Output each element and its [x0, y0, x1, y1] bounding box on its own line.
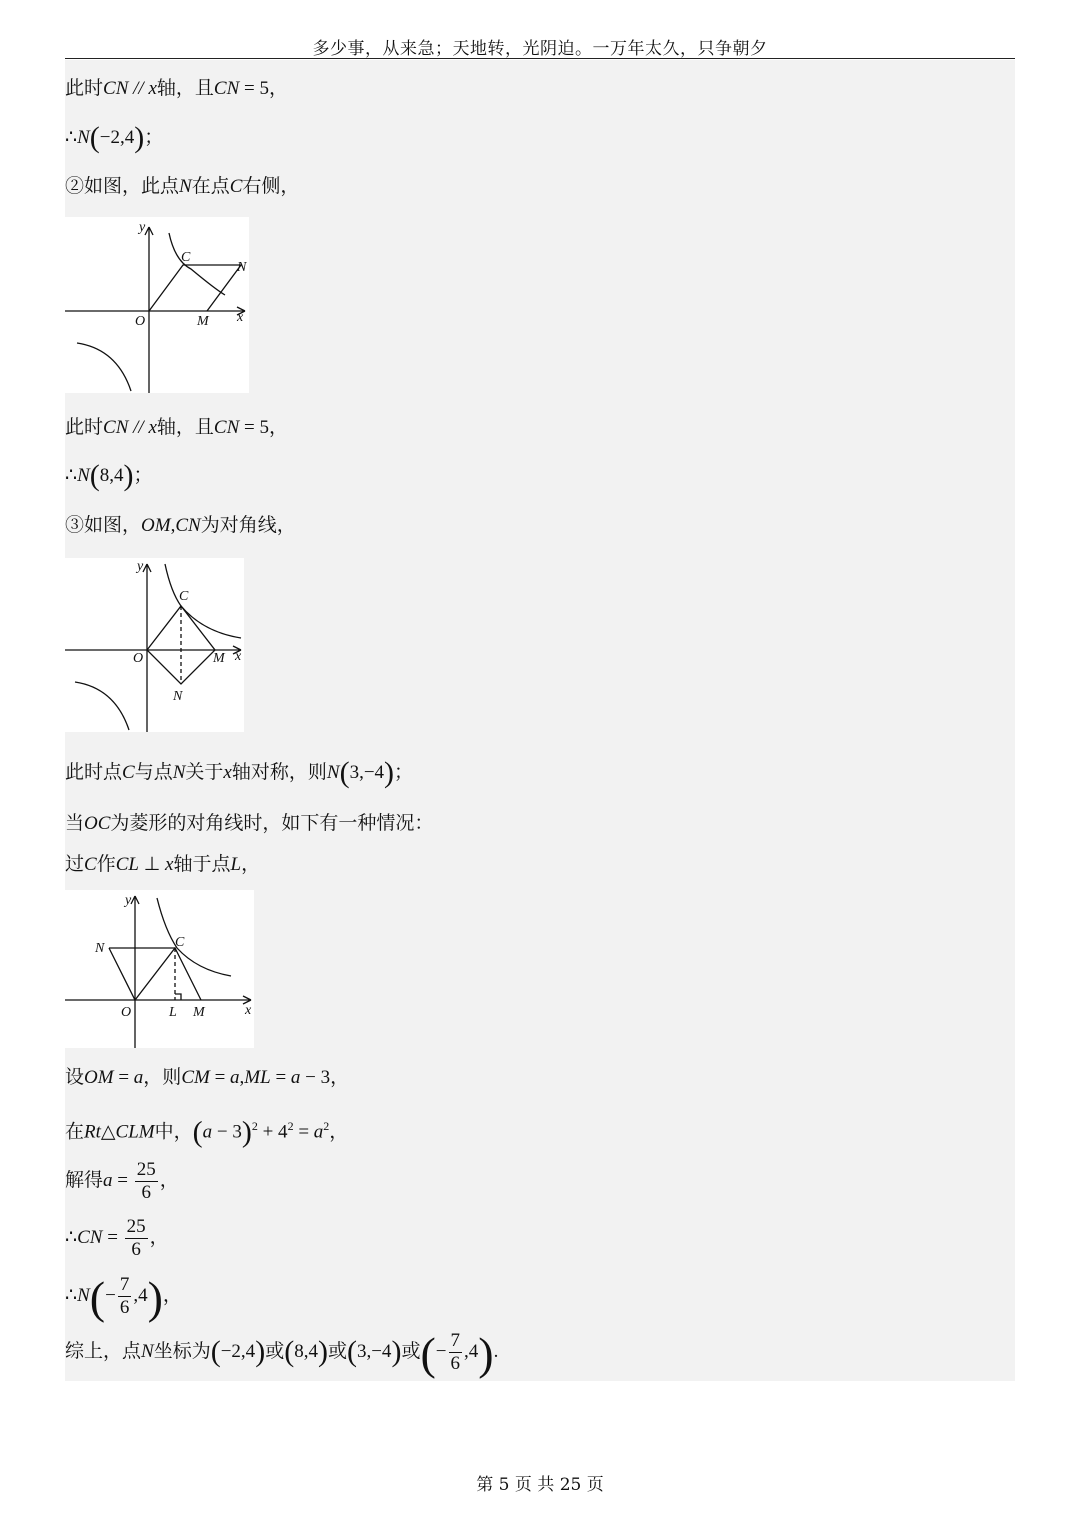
math-perp: ⊥: [138, 854, 166, 875]
fraction-denominator: 6: [119, 1296, 130, 1318]
text: 或: [401, 1340, 421, 1362]
text: 设: [65, 1066, 85, 1088]
point-label-n: N: [95, 941, 105, 956]
fraction-numerator: 25: [126, 1215, 146, 1237]
point-label-n: N: [173, 689, 183, 704]
math-cn: CN: [213, 78, 240, 99]
math-oc: OC: [84, 813, 111, 834]
math-n: N: [326, 762, 340, 783]
text: 为对角线，: [200, 514, 296, 536]
text: 作: [96, 853, 116, 875]
math-cl: CL: [115, 854, 139, 875]
point-label-o: O: [133, 651, 144, 666]
math-exponent: 2: [287, 1119, 294, 1133]
axis-label-x: x: [245, 1003, 252, 1018]
math-cn: CN: [103, 78, 129, 99]
text: ，: [268, 416, 288, 438]
math-a: a: [230, 1067, 240, 1088]
text: 轴，且: [156, 416, 214, 438]
math-om: OM: [84, 1067, 114, 1088]
math-n: N: [172, 762, 186, 783]
text: ，: [149, 1226, 169, 1248]
math-x: x: [148, 78, 157, 99]
text: ，则: [143, 1066, 182, 1088]
header-rule: [65, 58, 1015, 59]
text-line-9: [65, 852, 260, 877]
axis-label-y: y: [137, 559, 144, 574]
math-eq: =: [270, 1067, 291, 1088]
text: 解得: [65, 1169, 104, 1191]
text: 或: [327, 1340, 347, 1362]
math-a: a: [202, 1121, 213, 1143]
math-n: N: [77, 127, 90, 148]
math-coord: ,4: [464, 1341, 479, 1362]
point-label-o: O: [121, 1005, 132, 1020]
text: 中，: [154, 1120, 193, 1143]
text: 轴对称，则: [231, 761, 327, 783]
text: ，: [241, 853, 261, 875]
text: 此时点: [65, 761, 123, 783]
fraction-numerator: 7: [450, 1329, 460, 1351]
math-rt: Rt: [84, 1121, 101, 1143]
text: 此时: [65, 416, 104, 438]
math-n: N: [77, 1285, 90, 1306]
math-a: a: [290, 1067, 301, 1088]
text-line-11: 在Rt△CLM中，$(a - 3)^2 + 4^2 = a^2$，: [65, 1115, 349, 1149]
page-number: 第 5 页 共 25 页: [476, 1475, 604, 1495]
text-line-10: [65, 1065, 349, 1090]
point-label-o: O: [135, 314, 146, 329]
text: ，: [159, 1169, 179, 1191]
math-coord: 8,4: [99, 465, 124, 486]
text: ,: [239, 1067, 245, 1088]
fraction-denominator: 6: [131, 1238, 141, 1260]
point-label-l: L: [169, 1005, 177, 1020]
text-line-14: ∴N(− $\frac{7}{6}$ ,4)，: [65, 1272, 182, 1323]
math-cn: CN: [103, 417, 129, 438]
math-a: a: [313, 1121, 324, 1143]
therefore-symbol: ∴: [65, 465, 78, 486]
math-minus: −: [435, 1341, 447, 1362]
text-line-15: 综上，点N坐标为(−2,4)或(8,4)或(3,−4)或(− $\frac{7}{6}$ ,4).: [65, 1328, 499, 1379]
solution-content: [65, 60, 1015, 1381]
text: 或: [265, 1340, 285, 1362]
text-line-1: [65, 76, 288, 101]
math-eq: = 5: [239, 78, 269, 99]
math-om: OM: [141, 515, 171, 536]
text: ；: [394, 761, 414, 783]
point-label-c: C: [181, 250, 191, 265]
math-n: N: [77, 465, 90, 486]
math-eq: =: [112, 1170, 133, 1191]
fraction-denominator: 6: [450, 1352, 460, 1374]
text: ；: [144, 126, 164, 148]
figure-rhombus-oc-diagonal: [65, 890, 254, 1048]
math-coord: 3,−4: [356, 1341, 392, 1362]
math-exponent: 2: [323, 1119, 330, 1133]
point-label-c: C: [179, 589, 189, 604]
figure-rhombus-diagonal: [65, 558, 244, 732]
text: ，: [268, 77, 288, 99]
text-line-8: [65, 811, 433, 836]
math-ml: ML: [244, 1067, 271, 1088]
point-label-c: C: [175, 935, 185, 950]
therefore-symbol: ∴: [65, 1227, 78, 1248]
math-eq: =: [293, 1121, 314, 1143]
math-cm: CM: [181, 1067, 210, 1088]
math-c: C: [122, 762, 135, 783]
math-l: L: [230, 854, 242, 875]
text: 当: [65, 812, 85, 834]
math-eq: =: [209, 1067, 231, 1088]
text: 坐标为: [153, 1340, 211, 1362]
math-cn: CN: [77, 1227, 103, 1248]
math-parallel: //: [128, 78, 149, 99]
math-x: x: [165, 854, 174, 875]
math-coord: −2,4: [220, 1341, 256, 1362]
math-coord: 3,−4: [349, 762, 385, 783]
math-eq: =: [113, 1067, 134, 1088]
fraction-numerator: 7: [119, 1273, 130, 1295]
text-line-5: ∴N(8,4)；: [65, 459, 153, 492]
text: ，: [330, 1066, 350, 1088]
text: 轴于点: [173, 853, 231, 875]
text: ,: [170, 515, 176, 536]
text-line-7: 此时点C与点N关于x轴对称，则N(3,−4)；: [65, 756, 414, 789]
math-plus: + 4: [257, 1121, 288, 1143]
math-minus: −: [105, 1285, 116, 1306]
math-coord: −2,4: [99, 127, 135, 148]
math-clm: CLM: [115, 1121, 155, 1143]
figure-rhombus-right: [65, 217, 249, 393]
text: 在: [65, 1120, 85, 1143]
text: 关于: [185, 761, 224, 783]
math-exponent: 2: [251, 1119, 258, 1133]
text: ，: [329, 1120, 349, 1143]
text-line-12: [65, 1156, 179, 1205]
point-label-m: M: [197, 314, 209, 329]
header-motto: 多少事，从来急；天地转，光阴迫。一万年太久，只争朝夕: [312, 39, 768, 59]
math-parallel: //: [128, 417, 149, 438]
text: 过: [65, 853, 85, 875]
text: ③如图，: [65, 514, 142, 536]
math-minus: − 3: [300, 1067, 331, 1088]
axis-label-x: x: [237, 310, 244, 325]
math-x: x: [148, 417, 157, 438]
point-label-n: N: [237, 260, 247, 275]
fraction-numerator: 25: [136, 1158, 156, 1180]
text-line-13: [65, 1213, 169, 1262]
math-n: N: [179, 176, 192, 197]
math-c: C: [84, 854, 97, 875]
text-line-3: [65, 174, 299, 199]
axis-label-x: x: [235, 649, 242, 664]
text-line-2: ∴N(−2,4)；: [65, 121, 164, 154]
math-a: a: [133, 1067, 144, 1088]
math-coord: ,4: [133, 1285, 148, 1306]
text: 右侧，: [242, 175, 300, 197]
text: 综上，点: [65, 1340, 142, 1362]
text: 与点: [134, 761, 173, 783]
text: ，: [162, 1284, 182, 1306]
fraction-denominator: 6: [141, 1181, 151, 1203]
math-a: a: [103, 1170, 113, 1191]
fraction-25-6: [125, 1216, 148, 1261]
point-label-m: M: [193, 1005, 205, 1020]
math-coord: 8,4: [294, 1341, 318, 1362]
therefore-symbol: ∴: [65, 127, 78, 148]
fraction-7-6: [118, 1274, 132, 1319]
text: 在点: [191, 175, 230, 197]
axis-label-y: y: [139, 220, 146, 235]
math-minus: − 3: [212, 1121, 242, 1143]
math-triangle: △: [100, 1121, 116, 1143]
text: ②如图，此点: [65, 175, 180, 197]
therefore-symbol: ∴: [65, 1285, 78, 1306]
text: 此时: [65, 77, 104, 99]
math-n: N: [141, 1341, 154, 1362]
text: ；: [133, 464, 153, 486]
text-line-6: [65, 513, 296, 538]
text: .: [493, 1341, 499, 1362]
math-x: x: [223, 762, 232, 783]
text: 为菱形的对角线时，如下有一种情况：: [110, 812, 434, 834]
fraction-7-6: [449, 1330, 463, 1375]
math-eq: =: [102, 1227, 123, 1248]
point-label-m: M: [213, 651, 225, 666]
axis-label-y: y: [125, 893, 132, 908]
math-c: C: [229, 176, 243, 197]
math-cn: CN: [213, 417, 240, 438]
text-line-4: [65, 415, 288, 440]
math-cn: CN: [175, 515, 201, 536]
text: 轴，且: [156, 77, 214, 99]
fraction-25-6: [135, 1159, 158, 1204]
math-eq: = 5: [239, 417, 269, 438]
